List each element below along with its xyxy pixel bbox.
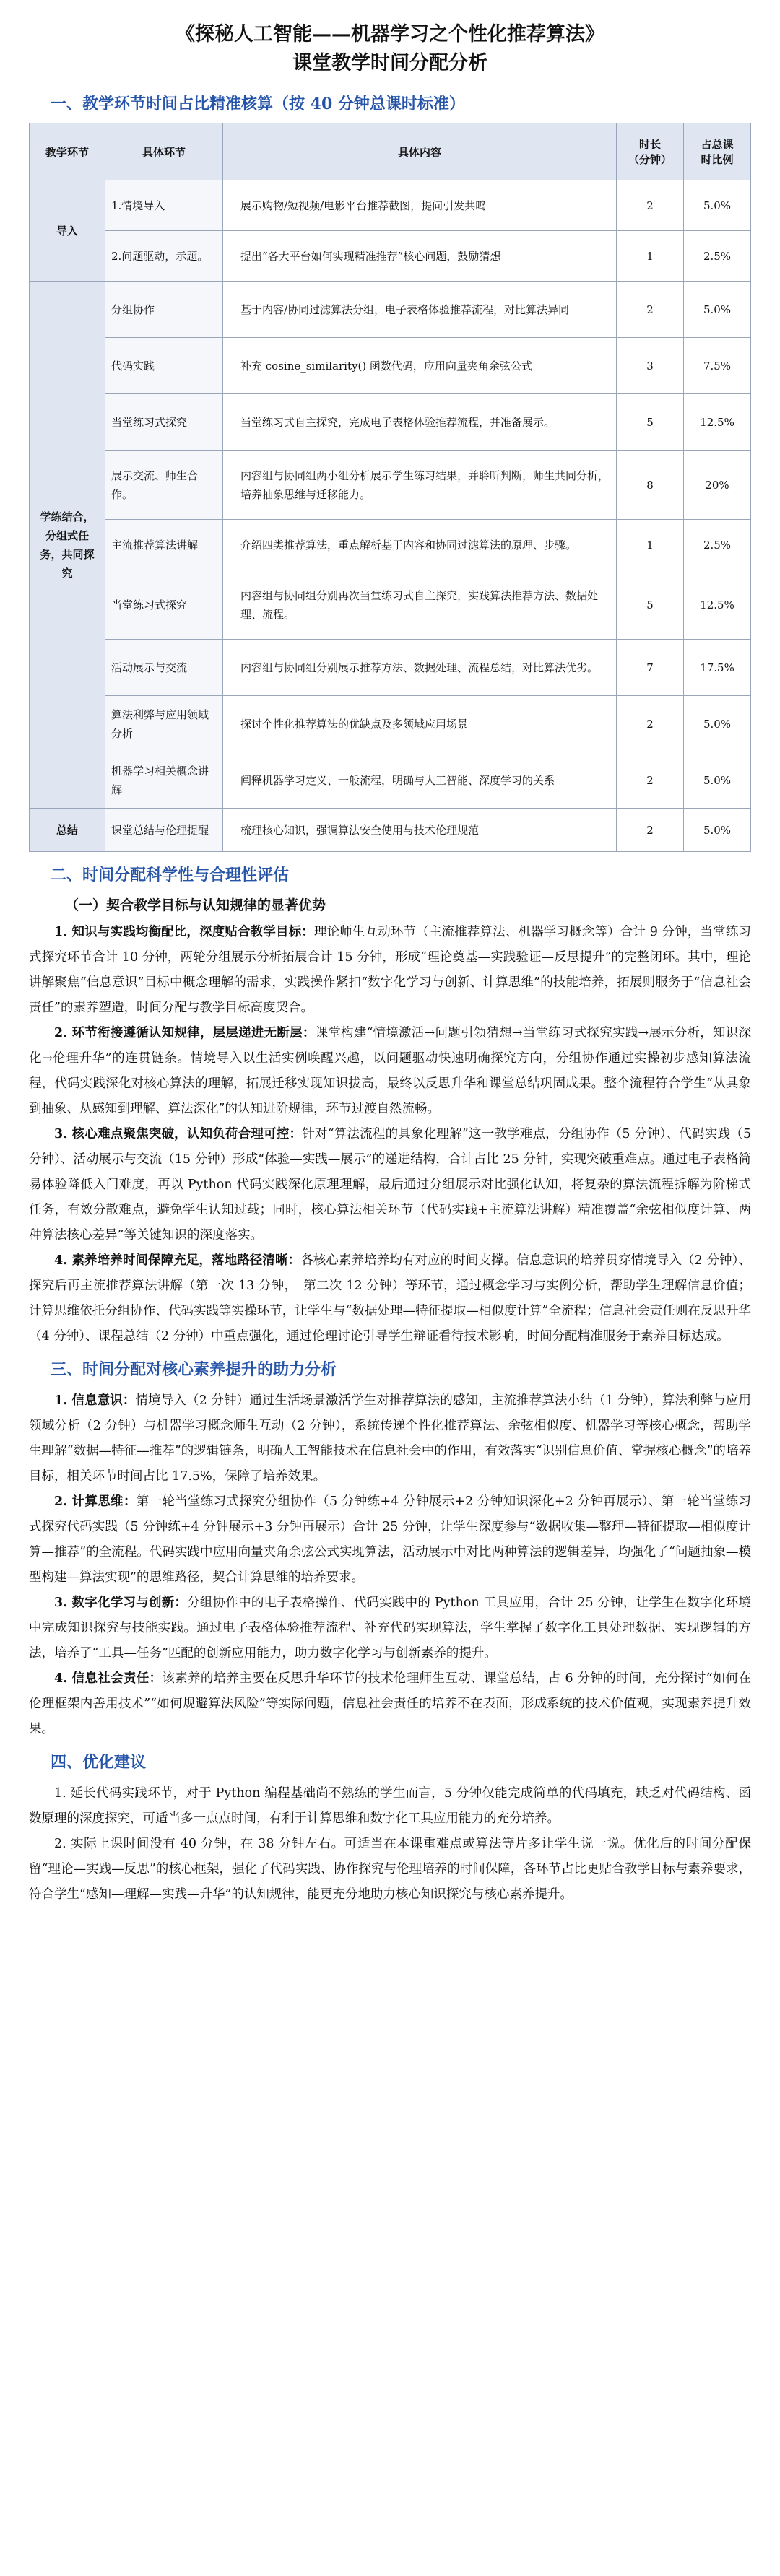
doc-title: 《探秘人工智能——机器学习之个性化推荐算法》 xyxy=(176,23,604,45)
time-cell: 3 xyxy=(617,338,684,394)
step-cell: 活动展示与交流 xyxy=(105,640,223,696)
step-cell: 分组协作 xyxy=(105,282,223,338)
content-cell: 补充 cosine_similarity() 函数代码，应用向量夹角余弦公式 xyxy=(223,338,617,394)
content-cell: 介绍四类推荐算法，重点解析基于内容和协同过滤算法的原理、步骤。 xyxy=(223,520,617,570)
time-cell: 2 xyxy=(617,696,684,752)
document-page xyxy=(29,0,751,1907)
paragraph-lead: 3. 数字化学习与创新： xyxy=(54,1596,188,1610)
section-2-subheading: （一）契合教学目标与认知规律的显著优势 xyxy=(65,897,326,913)
ratio-cell: 5.0% xyxy=(684,180,751,231)
time-cell: 7 xyxy=(617,640,684,696)
table-row xyxy=(30,451,751,520)
content-cell: 展示购物/短视频/电影平台推荐截图，提问引发共鸣 xyxy=(223,180,617,231)
step-cell: 代码实践 xyxy=(105,338,223,394)
content-cell: 内容组与协同组两小组分析展示学生练习结果，并聆听判断，师生共同分析，培养抽象思维与迁移能力。 xyxy=(223,451,617,520)
step-cell: 当堂练习式探究 xyxy=(105,394,223,451)
content-cell: 探讨个性化推荐算法的优缺点及多领域应用场景 xyxy=(223,696,617,752)
content-cell: 内容组与协同组分别展示推荐方法、数据处理、流程总结，对比算法优劣。 xyxy=(223,640,617,696)
paragraph-text: 第一轮当堂练习式探究分组协作（5 分钟练+4 分钟展示+2 分钟知识深化+2 分钟再展示）、第一轮当堂练习式探究代码实践（5 分钟练+4 分钟展示+3 分钟再展示）合计 25 分钟，让学生深度参与“数据收集—整理—特征提取—相似度计算—推荐”的全流程。代码实践中应用向量夹角余弦公式实现算法，活动展示中对比两种算法的逻辑差异，均强化了“问题抽象—模型构建—算法实现”的思维路径，契合计算思维的培养要求。 xyxy=(29,1494,751,1585)
paragraph xyxy=(29,920,751,1021)
time-cell: 2 xyxy=(617,752,684,809)
paragraph-text: 2. 实际上课时间没有 40 分钟，在 38 分钟左右。可适当在本课重难点或算法等片多让学生说一说。优化后的时间分配保留“理论—实践—反思”的核心框架，强化了代码实践、协作探究与伦理培养的时间保障，各环节占比更贴合教学目标与素养要求，符合学生“感知—理解—实践—升华”的认知规律，能更充分地助力核心知识探究与核心素养提升。 xyxy=(29,1837,751,1902)
ratio-cell: 17.5% xyxy=(684,640,751,696)
header-step: 具体环节 xyxy=(105,123,223,180)
ratio-cell: 12.5% xyxy=(684,570,751,640)
step-cell: 机器学习相关概念讲解 xyxy=(105,752,223,809)
content-cell: 内容组与协同组分别再次当堂练习式自主探究，实践算法推荐方法、数据处理、流程。 xyxy=(223,570,617,640)
paragraph-lead: 4. 素养培养时间保障充足，落地路径清晰： xyxy=(54,1253,301,1268)
header-stage: 教学环节 xyxy=(30,123,105,180)
ratio-cell: 5.0% xyxy=(684,696,751,752)
content-cell: 提出“各大平台如何实现精准推荐”核心问题，鼓励猜想 xyxy=(223,231,617,282)
stage-cell: 学练结合，分组式任务，共同探究 xyxy=(30,282,105,809)
paragraph xyxy=(29,1781,751,1832)
paragraph xyxy=(29,1122,751,1248)
table-row xyxy=(30,282,751,338)
ratio-cell: 5.0% xyxy=(684,282,751,338)
paragraph-lead: 2. 计算思维： xyxy=(54,1494,136,1509)
table-header-row xyxy=(30,123,751,180)
time-cell: 2 xyxy=(617,809,684,852)
paragraph xyxy=(29,1591,751,1666)
time-cell: 2 xyxy=(617,282,684,338)
time-allocation-table xyxy=(29,123,751,852)
stage-cell: 总结 xyxy=(30,809,105,852)
paragraph-text: 分组协作中的电子表格操作、代码实践中的 Python 工具应用，合计 25 分钟，让学生在数字化环境中完成知识探究与技能实践。通过电子表格体验推荐流程、补充代码实现算法，学生掌握了数字化工具处理数据、实现逻辑的方法，培养了“工具—任务”匹配的创新应用能力，助力数字化学习与创新素养的提升。 xyxy=(29,1596,751,1661)
section-2-heading: 二、时间分配科学性与合理性评估 xyxy=(51,866,290,884)
paragraph-text: 1. 延长代码实践环节，对于 Python 编程基础尚不熟练的学生而言，5 分钟仅能完成简单的代码填充，缺乏对代码结构、函数原理的深度探究，可适当多一点点时间，有利于计算思维和数字化工具应用能力的充分培养。 xyxy=(29,1786,751,1826)
time-cell: 8 xyxy=(617,451,684,520)
header-time: 时长 （分钟） xyxy=(617,123,684,180)
stage-cell: 导入 xyxy=(30,180,105,282)
paragraph-text: 课堂构建“情境激活→问题引领猜想→当堂练习式探究实践→展示分析，知识深化→伦理升华”的连贯链条。情境导入以生活实例唤醒兴趣，以问题驱动快速明确探究方向，分组协作通过实操初步感知算法流程，代码实践深化对核心算法的理解，拓展迁移实现知识拔高，最终以反思升华和课堂总结巩固成果。整个流程符合学生“从具象到抽象、从感知到理解、算法深化”的认知进阶规律，环节过渡自然流畅。 xyxy=(29,1026,751,1116)
paragraph xyxy=(29,1666,751,1742)
paragraph xyxy=(29,1489,751,1591)
section-3-body xyxy=(29,1388,751,1742)
step-cell: 课堂总结与伦理提醒 xyxy=(105,809,223,852)
paragraph-lead: 1. 知识与实践均衡配比，深度贴合教学目标： xyxy=(54,925,314,939)
paragraph xyxy=(29,1832,751,1907)
doc-subtitle: 课堂教学时间分配分析 xyxy=(292,52,488,74)
content-cell: 梳理核心知识，强调算法安全使用与技术伦理规范 xyxy=(223,809,617,852)
paragraph-text: 理论师生互动环节（主流推荐算法、机器学习概念等）合计 9 分钟，当堂练习式探究环节合计 10 分钟，两轮分组展示分析拓展合计 15 分钟，形成“理论奠基—实践验证—反思提升”的完整闭环。其中，理论讲解聚焦“信息意识”目标中概念理解的需求，实践操作紧扣“数字化学习与创新、计算思维”的技能培养，拓展则服务于“信息社会责任”的素养塑造，时间分配与教学目标高度契合。 xyxy=(29,925,751,1015)
table-row xyxy=(30,180,751,231)
section-1-heading: 一、教学环节时间占比精准核算（按 40 分钟总课时标准） xyxy=(51,95,465,113)
time-cell: 2 xyxy=(617,180,684,231)
step-cell: 2.问题驱动，示题。 xyxy=(105,231,223,282)
table-row xyxy=(30,231,751,282)
paragraph xyxy=(29,1388,751,1489)
paragraph-text: 各核心素养培养均有对应的时间支撑。信息意识的培养贯穿情境导入（2 分钟）、探究后再主流推荐算法讲解（第一次 13 分钟， 第二次 12 分钟）等环节，通过概念学习与实例分析，帮助学生理解信息价值；计算思维依托分组协作、代码实践等实操环节，让学生与“数据处理—特征提取—相似度计算”全流程；信息社会责任则在反思升华（4 分钟）、课程总结（2 分钟）中重点强化，通过伦理讨论引导学生辩证看待技术影响，时间分配精准服务于素养目标达成。 xyxy=(29,1253,751,1344)
step-cell: 展示交流、师生合作。 xyxy=(105,451,223,520)
section-3-heading: 三、时间分配对核心素养提升的助力分析 xyxy=(51,1360,337,1379)
ratio-cell: 5.0% xyxy=(684,752,751,809)
header-content: 具体内容 xyxy=(223,123,617,180)
content-cell: 当堂练习式自主探究，完成电子表格体验推荐流程，并准备展示。 xyxy=(223,394,617,451)
step-cell: 主流推荐算法讲解 xyxy=(105,520,223,570)
ratio-cell: 12.5% xyxy=(684,394,751,451)
paragraph-text: 情境导入（2 分钟）通过生活场景激活学生对推荐算法的感知，主流推荐算法小结（1 分钟），算法利弊与应用领域分析（2 分钟）与机器学习概念师生互动（2 分钟），系统传递个性化推荐算法、余弦相似度、机器学习等核心概念，帮助学生理解“数据—特征—推荐”的逻辑链条，明确人工智能技术在信息社会中的作用，有效落实“识别信息价值、掌握核心概念”的培养目标，相关环节时间占比 17.5%，保障了培养效果。 xyxy=(29,1393,751,1484)
ratio-cell: 2.5% xyxy=(684,520,751,570)
paragraph-text: 针对“算法流程的具象化理解”这一教学难点，分组协作（5 分钟）、代码实践（5 分钟）、活动展示与交流（15 分钟）形成“体验—实践—展示”的递进结构，合计占比 25 分钟，实现突破重难点。通过电子表格简易体验降低入门难度，再以 Python 代码实践深化原理理解，最后通过分组展示对比强化认知，将复杂的算法流程拆解为阶梯式任务，有效分散难点，避免学生认知过载；同时，核心算法相关环节（代码实践+主流算法讲解）精准覆盖“余弦相似度计算、两种算法核心差异”等关键知识的深度落实。 xyxy=(29,1127,751,1243)
table-row xyxy=(30,809,751,852)
section-4-heading: 四、优化建议 xyxy=(51,1753,147,1772)
ratio-cell: 2.5% xyxy=(684,231,751,282)
step-cell: 算法利弊与应用领域分析 xyxy=(105,696,223,752)
paragraph xyxy=(29,1248,751,1349)
ratio-cell: 5.0% xyxy=(684,809,751,852)
step-cell: 1.情境导入 xyxy=(105,180,223,231)
content-cell: 基于内容/协同过滤算法分组，电子表格体验推荐流程，对比算法异同 xyxy=(223,282,617,338)
ratio-cell: 7.5% xyxy=(684,338,751,394)
table-row xyxy=(30,752,751,809)
paragraph-lead: 1. 信息意识： xyxy=(54,1393,136,1408)
paragraph-lead: 2. 环节衔接遵循认知规律，层层递进无断层： xyxy=(54,1026,316,1040)
ratio-cell: 20% xyxy=(684,451,751,520)
paragraph xyxy=(29,1021,751,1122)
paragraph-lead: 3. 核心难点聚焦突破，认知负荷合理可控： xyxy=(54,1127,303,1141)
paragraph-lead: 4. 信息社会责任： xyxy=(54,1671,162,1686)
table-row xyxy=(30,640,751,696)
table-row xyxy=(30,570,751,640)
table-row xyxy=(30,696,751,752)
section-4-body xyxy=(29,1781,751,1907)
time-cell: 5 xyxy=(617,570,684,640)
section-2-body xyxy=(29,920,751,1349)
table-row xyxy=(30,394,751,451)
time-cell: 5 xyxy=(617,394,684,451)
content-cell: 阐释机器学习定义、一般流程，明确与人工智能、深度学习的关系 xyxy=(223,752,617,809)
table-row xyxy=(30,338,751,394)
paragraph-text: 该素养的培养主要在反思升华环节的技术伦理师生互动、课堂总结，占 6 分钟的时间，充分探讨“如何在伦理框架内善用技术”“如何规避算法风险”等实际问题，信息社会责任的培养不在表面，形成系统的技术价值观，实现素养提升效果。 xyxy=(29,1671,751,1736)
step-cell: 当堂练习式探究 xyxy=(105,570,223,640)
time-cell: 1 xyxy=(617,520,684,570)
time-cell: 1 xyxy=(617,231,684,282)
table-row xyxy=(30,520,751,570)
header-ratio: 占总课 时比例 xyxy=(684,123,751,180)
